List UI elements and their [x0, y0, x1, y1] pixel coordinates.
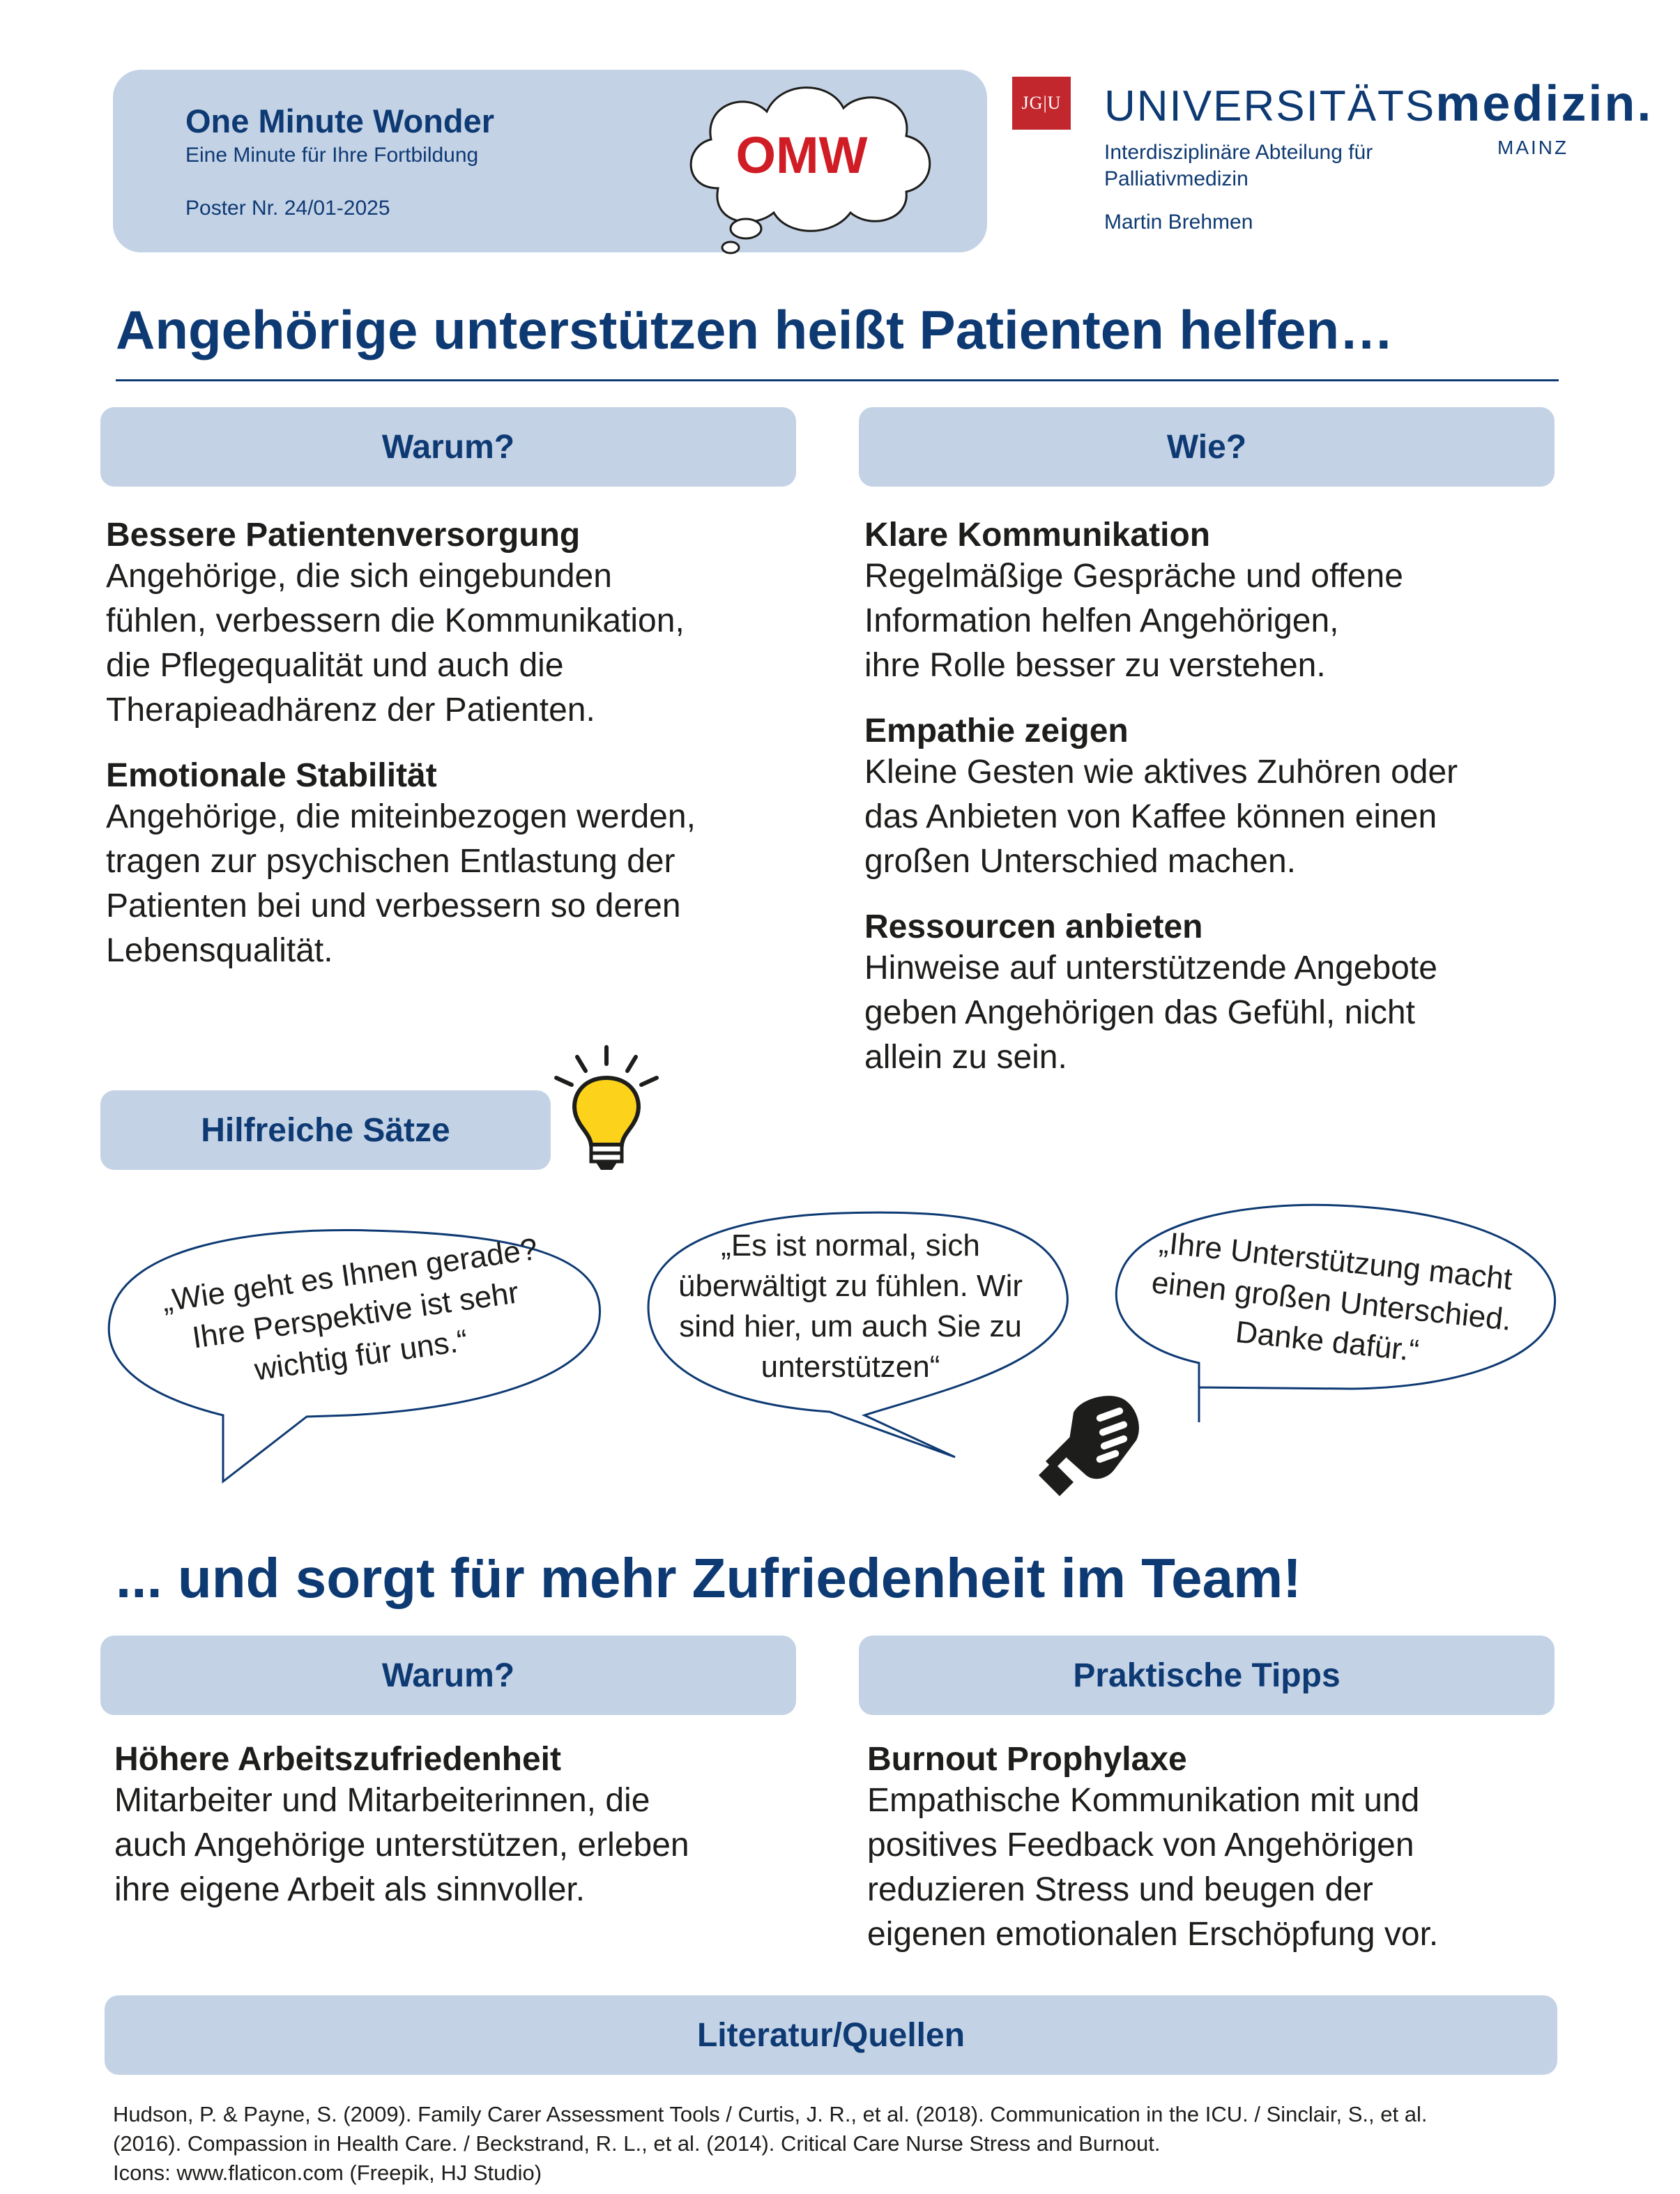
right-column [864, 516, 1582, 1080]
block-text: Mitarbeiter und Mitarbeiterinnen, die auch Angehörige unterstützen, erleben ihre eigene Arbeit als sinnvoller. [114, 1782, 689, 1908]
block-heading: Bessere Patientenversorgung [106, 517, 581, 554]
pill-praktische-tipps: Praktische Tipps [859, 1636, 1555, 1715]
speech-bubble-1: „Wie geht es Ihnen gerade? Ihre Perspektive ist sehr wichtig für uns.“ [160, 1232, 540, 1387]
department [1104, 139, 1373, 192]
section2-left [114, 1740, 839, 1912]
speech-bubble-3: „Ihre Unterstützung macht einen großen Unterschied. Danke dafür.“ [1150, 1225, 1514, 1369]
block-heading: Emotionale Stabilität [106, 757, 437, 794]
title-rule [116, 379, 1559, 381]
logo-word-regular: UNIVERSITÄTS [1104, 82, 1436, 130]
references [113, 2100, 1570, 2188]
department-line2: Palliativmedizin [1104, 167, 1248, 190]
pill-wie: Wie? [859, 407, 1555, 487]
left-column [106, 516, 824, 973]
pill-warum-2: Warum? [100, 1636, 796, 1715]
poster-number: Poster Nr. 24/01-2025 [185, 197, 390, 220]
logo-word-bold: medizin. [1435, 76, 1654, 132]
block-text: Angehörige, die miteinbezogen werden, tragen zur psychischen Entlastung der Patienten bei und verbessern so deren Lebensqualität. [106, 798, 696, 969]
author: Martin Brehmen [1104, 211, 1253, 234]
icon-credits: Icons: www.flaticon.com (Freepik, HJ Studio) [113, 2161, 542, 2185]
header-subtitle: Eine Minute für Ihre Fortbildung [185, 144, 479, 167]
pill-hilfreiche-saetze: Hilfreiche Sätze [100, 1090, 551, 1170]
block-text: Regelmäßige Gespräche und offene Information helfen Angehörigen, ihre Rolle besser zu verstehen. [864, 558, 1403, 684]
lightbulb-icon [551, 1043, 662, 1175]
block-heading: Klare Kommunikation [864, 517, 1211, 554]
speech-bubble-2: „Es ist normal, sich überwältigt zu fühlen. Wir sind hier, um auch Sie zu unterstützen“ [678, 1228, 1023, 1384]
reference-line: Hudson, P. & Payne, S. (2009). Family Carer Assessment Tools / Curtis, J. R., et al. (2018). Communication in the ICU. / Sinclair, S., et al. [113, 2102, 1428, 2126]
section2-right [867, 1740, 1592, 1957]
jgu-logo: JG|U [1012, 77, 1071, 130]
handshake-icon [1032, 1385, 1150, 1503]
department-line1: Interdisziplinäre Abteilung für [1104, 141, 1373, 164]
reference-line: (2016). Compassion in Health Care. / Beckstrand, R. L., et al. (2014). Critical Care Nurse Stress and Burnout. [113, 2131, 1161, 2156]
block-heading: Empathie zeigen [864, 713, 1129, 749]
main-title: Angehörige unterstützen heißt Patienten helfen… [116, 299, 1394, 360]
block-text: Angehörige, die sich eingebunden fühlen, verbessern die Kommunikation, die Pflegequalität und auch die Therapieadhärenz der Patienten. [106, 558, 685, 729]
block-heading: Ressourcen anbieten [864, 908, 1203, 945]
unimedizin-logo [1104, 75, 1653, 132]
block-heading: Höhere Arbeitszufriedenheit [114, 1741, 561, 1778]
pill-warum-1: Warum? [100, 407, 796, 487]
block-heading: Burnout Prophylaxe [867, 1741, 1187, 1778]
omw-badge: OMW [735, 126, 868, 184]
section2-title: ... und sorgt für mehr Zufriedenheit im Team! [116, 1547, 1301, 1609]
logo-city: MAINZ [1497, 137, 1569, 158]
block-text: Hinweise auf unterstützende Angebote geben Angehörigen das Gefühl, nicht allein zu sein. [864, 950, 1437, 1076]
header-title: One Minute Wonder [185, 102, 495, 139]
pill-literatur: Literatur/Quellen [105, 1995, 1557, 2075]
block-text: Kleine Gesten wie aktives Zuhören oder das Anbieten von Kaffee können einen großen Unterschied machen. [864, 754, 1458, 880]
block-text: Empathische Kommunikation mit und positives Feedback von Angehörigen reduzieren Stress und beugen der eigenen emotionalen Erschöpfung vor. [867, 1782, 1439, 1953]
